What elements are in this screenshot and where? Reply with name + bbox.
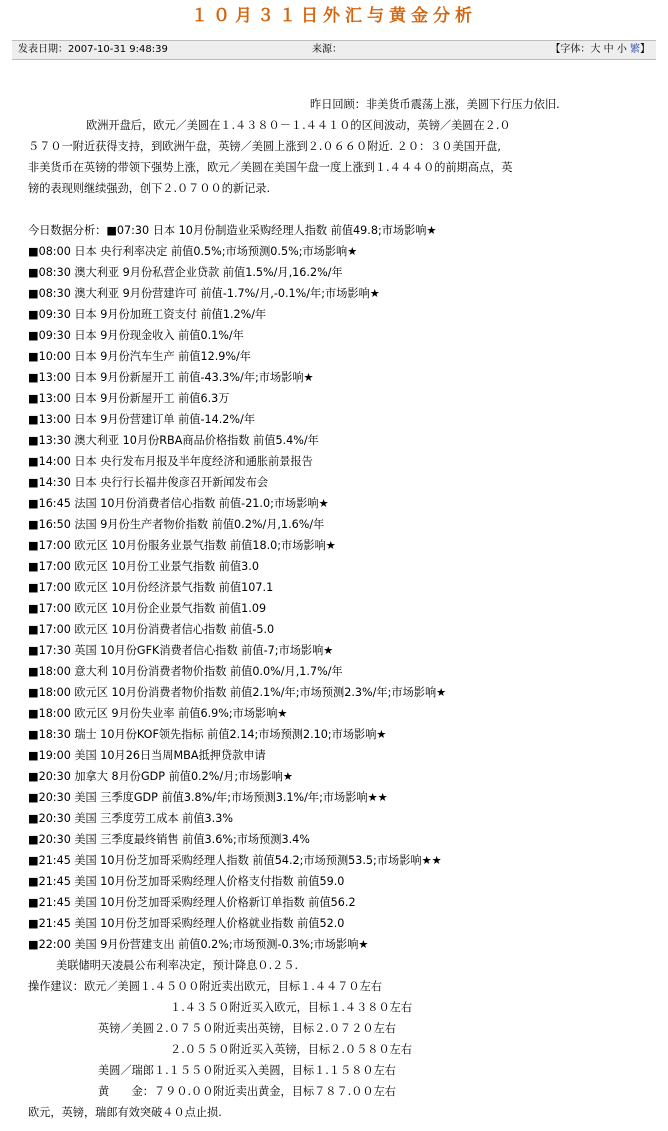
review-heading: 昨日回顾：非美货币震荡上涨，美圆下行压力依旧. [310, 98, 560, 111]
data-item: ■20:30 美国 三季度劳工成本 前值3.3% [28, 812, 233, 825]
data-item [28, 220, 640, 241]
operation-line: 黄 金：７９０.００附近卖出黄金，目标７８７.００左右 [98, 1085, 396, 1098]
review-paragraph-line: 镑的表现则继续强劲，创下２.０７００的新记录. [28, 182, 271, 195]
data-item: ■08:00 日本 央行利率决定 前值0.5%;市场预测0.5%;市场影响★ [28, 245, 358, 258]
font-small-link[interactable]: 小 [616, 44, 627, 55]
data-analysis-label: 今日数据分析： [28, 224, 107, 237]
data-item: ■13:00 日本 9月份新屋开工 前值6.3万 [28, 392, 230, 405]
operation-line: １.４３５０附近买入欧元，目标１.４３８０左右 [170, 1001, 413, 1014]
operation-line: 美圆／瑞郎１.１５５０附近买入美圆，目标１.１５８０左右 [98, 1064, 396, 1077]
data-item: ■13:00 日本 9月份新屋开工 前值-43.3%/年;市场影响★ [28, 371, 314, 384]
data-item: ■20:30 美国 三季度最终销售 前值3.6%;市场预测3.4% [28, 833, 310, 846]
data-item-text: ■07:30 日本 10月份制造业采购经理人指数 前值49.8;市场影响★ [106, 224, 437, 237]
data-item: ■16:50 法国 9月份生产者物价指数 前值0.2%/月,1.6%/年 [28, 518, 325, 531]
font-medium-link[interactable]: 中 [603, 44, 614, 55]
stop-loss-note: 欧元，英镑，瑞郎有效突破４０点止损. [28, 1106, 222, 1119]
data-item: ■17:00 欧元区 10月份经济景气指数 前值107.1 [28, 581, 274, 594]
data-item: ■21:45 美国 10月份芝加哥采购经理人价格支付指数 前值59.0 [28, 875, 345, 888]
paragraph-spacer [28, 199, 640, 220]
data-item: ■16:45 法国 10月份消费者信心指数 前值-21.0;市场影响★ [28, 497, 329, 510]
data-item: ■20:30 加拿大 8月份GDP 前值0.2%/月;市场影响★ [28, 770, 293, 783]
review-paragraph-line: 欧洲开盘后，欧元／美圆在１.４３８０－１.４４１０的区间波动，英镑／美圆在２.０ [86, 119, 511, 132]
data-item: ■17:00 欧元区 10月份企业景气指数 前值1.09 [28, 602, 267, 615]
data-item: ■09:30 日本 9月份加班工资支付 前值1.2%/年 [28, 308, 267, 321]
data-item: ■14:00 日本 央行发布月报及半年度经济和通胀前景报告 [28, 455, 313, 468]
data-item: ■09:30 日本 9月份现金收入 前值0.1%/年 [28, 329, 244, 342]
article-title: １０月３１日外汇与黄金分析 [191, 6, 477, 26]
review-paragraph-line: 非美货币在英镑的带领下强势上涨，欧元／美圆在美国午盘一度上涨到１.４４４０的前期高点，英 [28, 161, 513, 174]
data-item: ■17:30 英国 10月份GFK消费者信心指数 前值-7;市场影响★ [28, 644, 334, 657]
article-meta-bar [12, 40, 656, 60]
data-item: ■17:00 欧元区 10月份服务业景气指数 前值18.0;市场影响★ [28, 539, 336, 552]
operation-line [28, 976, 640, 997]
data-item: ■22:00 美国 9月份营建支出 前值0.2%;市场预测-0.3%;市场影响★ [28, 938, 369, 951]
font-size-selector [550, 41, 650, 59]
article-body [28, 94, 640, 1123]
data-item: ■21:45 美国 10月份芝加哥采购经理人价格就业指数 前值52.0 [28, 917, 345, 930]
data-item: ■08:30 澳大利亚 9月份营建许可 前值-1.7%/月,-0.1%/年;市场影响★ [28, 287, 380, 300]
operation-text: 欧元／美圆１.４５００附近卖出欧元，目标１.４４７０左右 [83, 980, 382, 993]
data-item: ■17:00 欧元区 10月份消费者信心指数 前值-5.0 [28, 623, 275, 636]
data-item: ■18:00 意大利 10月份消费者物价指数 前值0.0%/月,1.7%/年 [28, 665, 343, 678]
data-item: ■10:00 日本 9月份汽车生产 前值12.9%/年 [28, 350, 251, 363]
font-selector-close: 】 [640, 44, 650, 55]
review-paragraph-line: ５７０一附近获得支持，到欧洲午盘，英镑／美圆上涨到２.０６６０附近. ２０：３０美国开盘, [28, 140, 501, 153]
data-item: ■21:45 美国 10月份芝加哥采购经理人指数 前值54.2;市场预测53.5;市场影响★★ [28, 854, 442, 867]
data-item: ■08:30 澳大利亚 9月份私营企业贷款 前值1.5%/月,16.2%/年 [28, 266, 343, 279]
operations-label: 操作建议： [28, 980, 84, 993]
data-item: ■18:00 欧元区 9月份失业率 前值6.9%;市场影响★ [28, 707, 288, 720]
data-item: ■17:00 欧元区 10月份工业景气指数 前值3.0 [28, 560, 259, 573]
data-item: ■13:30 澳大利亚 10月份RBA商品价格指数 前值5.4%/年 [28, 434, 319, 447]
traditional-chinese-link[interactable]: 繁 [630, 44, 640, 55]
fed-note: 美联储明天凌晨公布利率决定，预计降息０.２５. [56, 959, 299, 972]
data-item: ■21:45 美国 10月份芝加哥采购经理人价格新订单指数 前值56.2 [28, 896, 356, 909]
data-item: ■18:00 欧元区 10月份消费者物价指数 前值2.1%/年;市场预测2.3%/年;市场影响★ [28, 686, 447, 699]
data-item: ■18:30 瑞士 10月份KOF领先指标 前值2.14;市场预测2.10;市场影响★ [28, 728, 387, 741]
operation-line: ２.０５５０附近买入英镑，目标２.０５８０左右 [170, 1043, 413, 1056]
data-item: ■19:00 美国 10月26日当周MBA抵押贷款申请 [28, 749, 266, 762]
source-label: 来源： [312, 44, 342, 55]
data-item: ■20:30 美国 三季度GDP 前值3.8%/年;市场预测3.1%/年;市场影响★★ [28, 791, 388, 804]
operation-line: 英镑／美圆２.０７５０附近卖出英镑，目标２.０７２０左右 [98, 1022, 396, 1035]
font-large-link[interactable]: 大 [590, 44, 601, 55]
data-item: ■13:00 日本 9月份营建订单 前值-14.2%/年 [28, 413, 256, 426]
data-item: ■14:30 日本 央行行长福井俊彦召开新闻发布会 [28, 476, 269, 489]
font-selector-open: 【字体： [550, 44, 591, 55]
publish-date: 发表日期：2007-10-31 9:48:39 [18, 44, 168, 55]
